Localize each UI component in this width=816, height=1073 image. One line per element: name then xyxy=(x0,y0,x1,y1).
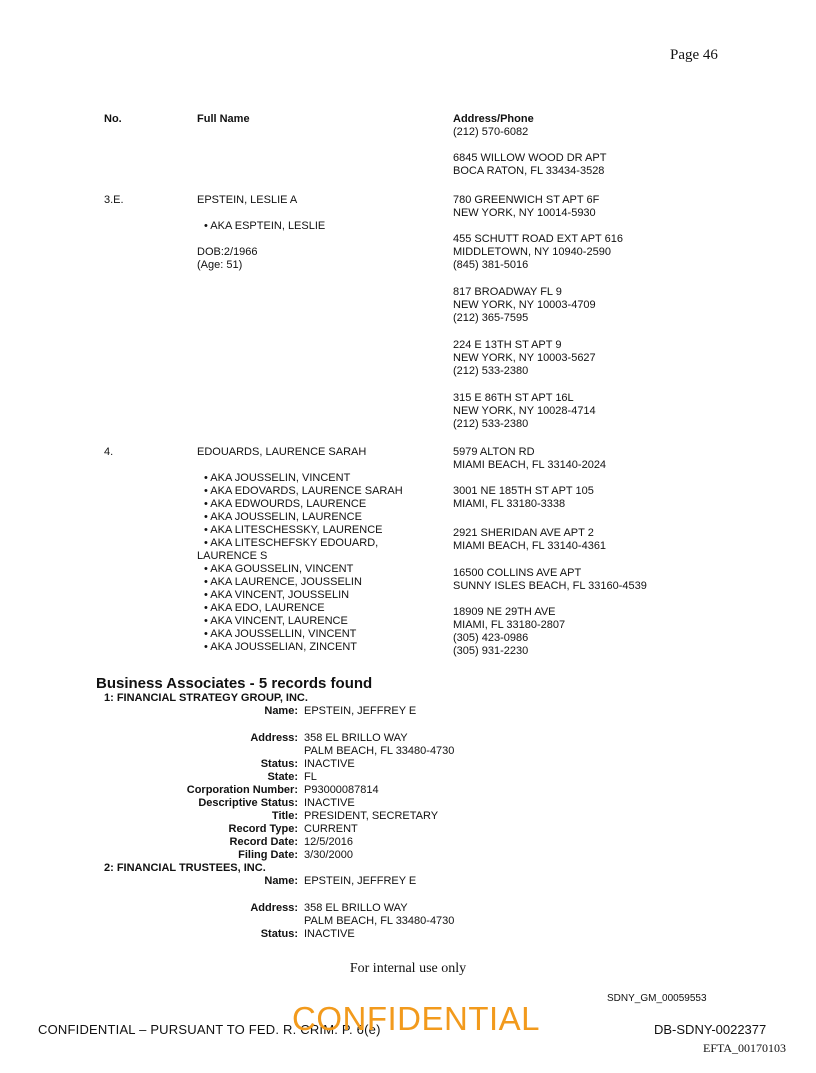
entry-number: 4. xyxy=(104,446,114,458)
business-record-heading: 1: FINANCIAL STRATEGY GROUP, INC. xyxy=(104,692,308,704)
field-value: EPSTEIN, JEFFREY E xyxy=(304,705,417,717)
address-line: 455 SCHUTT ROAD EXT APT 616 xyxy=(453,233,623,245)
bates-number-gm: SDNY_GM_00059553 xyxy=(607,993,707,1004)
address-line: 817 BROADWAY FL 9 xyxy=(453,286,562,298)
record-field xyxy=(104,732,524,758)
record-field xyxy=(104,810,524,823)
aka-item-continuation: LAURENCE S xyxy=(197,550,268,562)
address-line: NEW YORK, NY 10014-5930 xyxy=(453,207,596,219)
address-line: NEW YORK, NY 10028-4714 xyxy=(453,405,596,417)
address-phone: (305) 931-2230 xyxy=(453,645,529,657)
address-block xyxy=(453,286,596,325)
address-line: 5979 ALTON RD xyxy=(453,446,535,458)
address-line: 18909 NE 29TH AVE xyxy=(453,606,556,618)
address-line: MIAMI, FL 33180-3338 xyxy=(453,498,566,510)
address-block xyxy=(453,527,606,553)
address-line: NEW YORK, NY 10003-4709 xyxy=(453,299,596,311)
address-block xyxy=(453,233,623,272)
field-value: FL xyxy=(304,771,317,783)
address-line: 780 GREENWICH ST APT 6F xyxy=(453,194,600,206)
aka-list xyxy=(197,472,447,654)
field-value: CURRENT xyxy=(304,823,358,835)
field-value: P93000087814 xyxy=(304,784,379,796)
column-header-full-name: Full Name xyxy=(197,113,250,125)
address-line: 2921 SHERIDAN AVE APT 2 xyxy=(453,527,594,539)
field-label: Address: xyxy=(250,902,298,914)
record-field xyxy=(104,875,524,888)
field-label: Name: xyxy=(264,875,298,887)
efta-number: EFTA_00170103 xyxy=(703,1041,787,1055)
aka-item: • AKA EDOVARDS, LAURENCE SARAH xyxy=(204,485,403,497)
aka-item: • AKA GOUSSELIN, VINCENT xyxy=(204,563,354,575)
field-label: Descriptive Status: xyxy=(198,797,298,809)
address-line: MIAMI BEACH, FL 33140-2024 xyxy=(453,459,607,471)
address-line: NEW YORK, NY 10003-5627 xyxy=(453,352,596,364)
address-line: SUNNY ISLES BEACH, FL 33160-4539 xyxy=(453,580,647,592)
address-phone: (305) 423-0986 xyxy=(453,632,529,644)
field-value xyxy=(304,732,524,758)
address-line: PALM BEACH, FL 33480-4730 xyxy=(304,915,455,927)
field-value: INACTIVE xyxy=(304,758,355,770)
address-line: MIDDLETOWN, NY 10940-2590 xyxy=(453,246,611,258)
address-phone: (845) 381-5016 xyxy=(453,259,529,271)
record-field xyxy=(104,758,524,771)
field-label: Record Date: xyxy=(229,836,298,848)
bates-number-db: DB-SDNY-0022377 xyxy=(654,1022,767,1037)
record-field xyxy=(104,928,524,941)
address-block xyxy=(453,606,565,658)
entry-full-name: EDOUARDS, LAURENCE SARAH xyxy=(197,446,367,458)
record-field xyxy=(104,823,524,836)
business-record-heading: 2: FINANCIAL TRUSTEES, INC. xyxy=(104,862,266,874)
entry-age: (Age: 51) xyxy=(197,259,243,271)
address-line: 16500 COLLINS AVE APT xyxy=(453,567,582,579)
field-value xyxy=(304,902,524,928)
field-label: Status: xyxy=(260,928,298,940)
confidential-stamp: CONFIDENTIAL xyxy=(292,1000,541,1037)
address-line: 3001 NE 185TH ST APT 105 xyxy=(453,485,594,497)
field-label: Title: xyxy=(271,810,298,822)
record-field xyxy=(104,784,524,797)
field-label: Status: xyxy=(260,758,298,770)
field-label: Corporation Number: xyxy=(186,784,298,796)
address-phone: (212) 533-2380 xyxy=(453,418,529,430)
address-block xyxy=(453,446,606,472)
record-field xyxy=(104,902,524,928)
address-phone: (212) 533-2380 xyxy=(453,365,529,377)
aka-item: • AKA EDWOURDS, LAURENCE xyxy=(204,498,367,510)
address-line: MIAMI BEACH, FL 33140-4361 xyxy=(453,540,607,552)
aka-item: • AKA JOUSSELLIN, VINCENT xyxy=(204,628,357,640)
address-line: 315 E 86TH ST APT 16L xyxy=(453,392,574,404)
aka-item: • AKA VINCENT, JOUSSELIN xyxy=(204,589,350,601)
address-line: MIAMI, FL 33180-2807 xyxy=(453,619,566,631)
address-line: 358 EL BRILLO WAY xyxy=(304,902,408,914)
column-header-no: No. xyxy=(104,113,122,125)
address-line: BOCA RATON, FL 33434-3528 xyxy=(453,165,605,177)
field-label: Record Type: xyxy=(228,823,298,835)
address-line: 6845 WILLOW WOOD DR APT xyxy=(453,152,607,164)
record-field xyxy=(104,849,524,862)
business-record xyxy=(104,692,524,941)
address-line: (212) 570-6082 xyxy=(453,126,529,138)
record-field xyxy=(104,771,524,784)
record-field xyxy=(104,797,524,810)
address-line: 224 E 13TH ST APT 9 xyxy=(453,339,562,351)
aka-item: • AKA JOUSSELIAN, ZINCENT xyxy=(204,641,358,653)
record-field xyxy=(104,836,524,849)
field-value: INACTIVE xyxy=(304,928,355,940)
confidentiality-notice: CONFIDENTIAL – PURSUANT TO FED. R. CRIM. P. 6(e) xyxy=(38,1022,381,1037)
address-block xyxy=(453,567,647,593)
aka-item: • AKA LAURENCE, JOUSSELIN xyxy=(204,576,362,588)
record-field xyxy=(104,705,524,718)
aka-item: • AKA EDO, LAURENCE xyxy=(204,602,325,614)
field-value: EPSTEIN, JEFFREY E xyxy=(304,875,417,887)
business-associates-title: Business Associates - 5 records found xyxy=(96,675,373,692)
address-line: 358 EL BRILLO WAY xyxy=(304,732,408,744)
field-value: 12/5/2016 xyxy=(304,836,353,848)
page-number: Page 46 xyxy=(670,47,718,63)
entry-full-name: EPSTEIN, LESLIE A xyxy=(197,194,298,206)
field-label: Filing Date: xyxy=(238,849,298,861)
aka-item: • AKA VINCENT, LAURENCE xyxy=(204,615,348,627)
aka-item: • AKA JOUSSELIN, LAURENCE xyxy=(204,511,362,523)
continuation-address-block xyxy=(453,126,528,139)
field-label: Address: xyxy=(250,732,298,744)
entry-number: 3.E. xyxy=(104,194,124,206)
aka-item: • AKA LITESCHESSKY, LAURENCE xyxy=(204,524,383,536)
internal-use-notice: For internal use only xyxy=(349,961,467,976)
aka-item: • AKA LITESCHEFSKY EDOUARD, xyxy=(204,537,379,549)
field-value: PRESIDENT, SECRETARY xyxy=(304,810,439,822)
address-line: PALM BEACH, FL 33480-4730 xyxy=(304,745,455,757)
address-block xyxy=(453,485,594,511)
address-phone: (212) 365-7595 xyxy=(453,312,529,324)
field-label: Name: xyxy=(264,705,298,717)
address-block xyxy=(453,392,596,431)
continuation-address-block xyxy=(453,152,606,178)
entry-dob: DOB:2/1966 xyxy=(197,246,258,258)
field-label: State: xyxy=(267,771,298,783)
field-value: 3/30/2000 xyxy=(304,849,353,861)
field-value: INACTIVE xyxy=(304,797,355,809)
column-header-address-phone: Address/Phone xyxy=(453,113,534,125)
aka-item: • AKA ESPTEIN, LESLIE xyxy=(204,220,326,232)
address-block xyxy=(453,339,596,378)
aka-item: • AKA JOUSSELIN, VINCENT xyxy=(204,472,351,484)
address-block xyxy=(453,194,599,220)
